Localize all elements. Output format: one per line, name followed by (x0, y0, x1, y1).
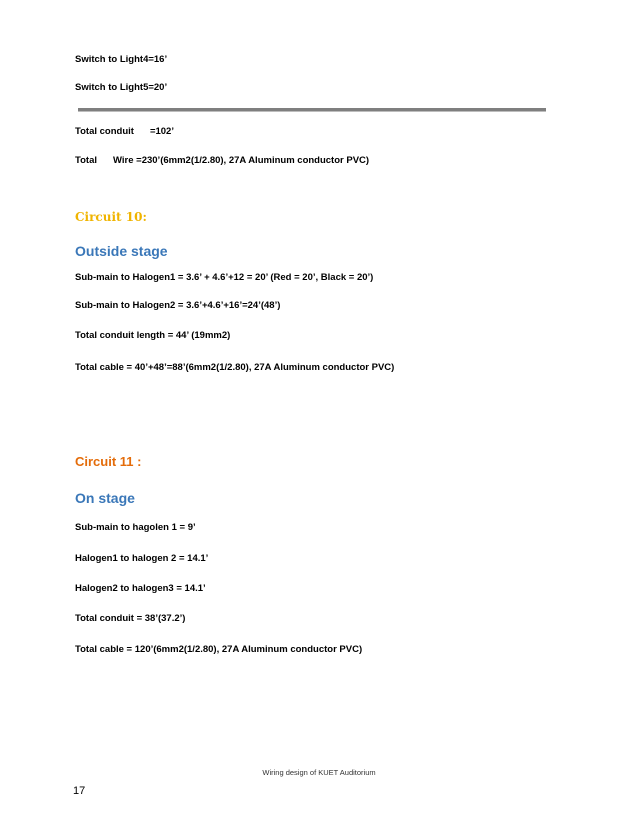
total-wire-label-2: Wire (113, 155, 134, 166)
switch-light5-line: Switch to Light5=20’ (75, 82, 168, 93)
circuit10-line: Sub-main to Halogen2 = 3.6’+4.6’+16’=24’(48’) (75, 300, 281, 311)
total-wire-line (75, 155, 369, 167)
total-conduit-value: =102’ (149, 126, 174, 137)
circuit11-line: Total conduit = 38’(37.2’) (75, 613, 186, 624)
circuit10-line: Total cable = 40’+48’=88’(6mm2(1/2.80), 27A Aluminum conductor PVC) (75, 362, 395, 373)
page-number: 17 (73, 785, 86, 797)
circuit11-line: Halogen1 to halogen 2 = 14.1’ (75, 553, 209, 564)
page-footer-caption: Wiring design of KUET Auditorium (262, 768, 376, 777)
horizontal-divider (78, 108, 546, 112)
total-conduit-line (75, 126, 174, 138)
circuit10-line: Sub-main to Halogen1 = 3.6’ + 4.6’+12 = 20’ (Red = 20’, Black = 20’) (75, 272, 374, 283)
on-stage-heading: On stage (75, 490, 135, 506)
total-wire-label-1: Total (75, 155, 97, 166)
switch-light4-line: Switch to Light4=16’ (75, 54, 168, 65)
circuit11-line: Sub-main to hagolen 1 = 9’ (75, 522, 196, 533)
outside-stage-heading: Outside stage (75, 243, 168, 259)
circuit10-line: Total conduit length = 44’ (19mm2) (75, 330, 231, 341)
circuit11-line: Halogen2 to halogen3 = 14.1’ (75, 583, 206, 594)
circuit11-line: Total cable = 120’(6mm2(1/2.80), 27A Aluminum conductor PVC) (75, 644, 363, 655)
total-conduit-label: Total conduit (75, 126, 134, 137)
total-wire-value: =230’(6mm2(1/2.80), 27A Aluminum conductor PVC) (136, 155, 370, 166)
circuit-10-heading: Circuit 10: (75, 210, 147, 224)
circuit-11-heading: Circuit 11 : (75, 454, 142, 469)
